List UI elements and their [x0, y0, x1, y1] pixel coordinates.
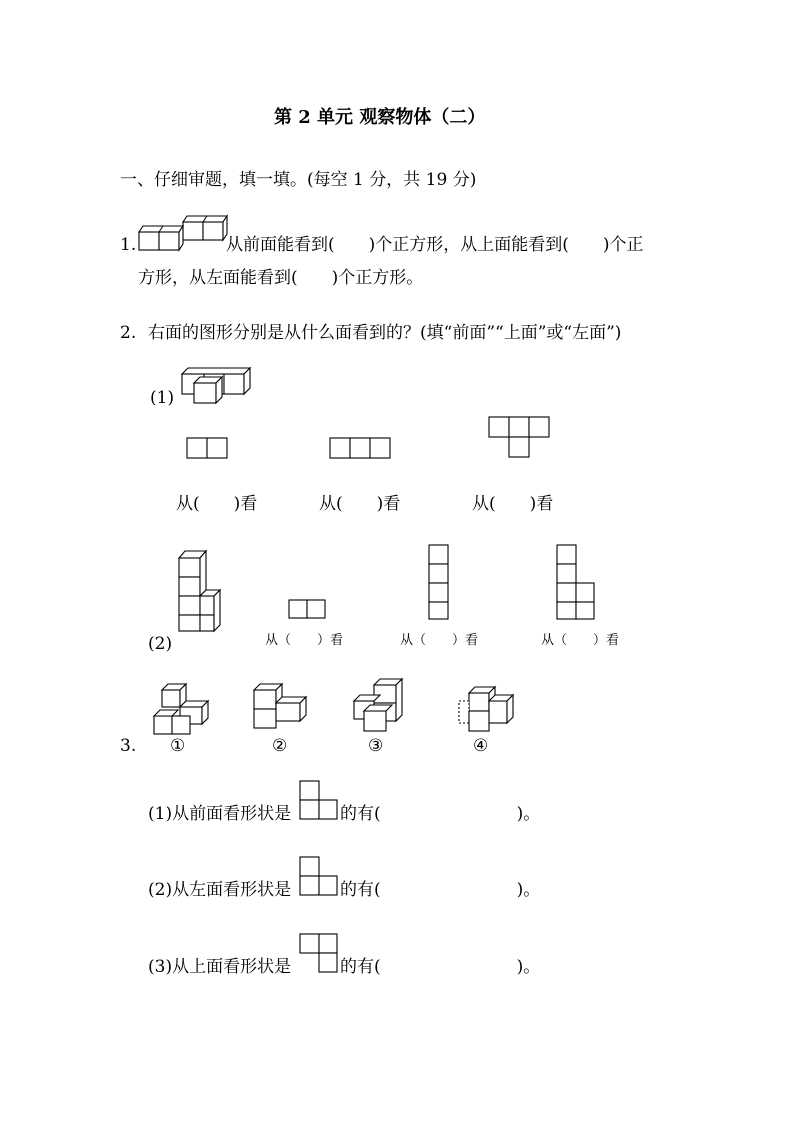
q3-solid-1	[150, 680, 212, 738]
q2-part2-answer-3: 从（ ）看	[541, 633, 620, 648]
q3-sub3-shape	[299, 933, 341, 975]
q3-sub1-suffix: 的有( )。	[340, 804, 541, 824]
q2-view-d	[288, 599, 330, 621]
q2-part2-answer-1: 从（ ）看	[265, 633, 344, 648]
q3-sub3-prefix: (3)从上面看形状是	[148, 957, 292, 977]
q3-option-2: ②	[272, 736, 288, 756]
q2-view-f	[556, 544, 598, 622]
q2-view-b	[329, 437, 394, 459]
q1-text-line1: 从前面能看到( )个正方形，从上面能看到( )个正	[226, 235, 644, 255]
q2-part1-answer-1: 从( )看	[176, 494, 258, 514]
q1-cube-figure	[135, 213, 230, 253]
q2-part1-label: (1)	[150, 388, 175, 408]
q2-part1-answer-3: 从( )看	[472, 494, 554, 514]
q2-text: 右面的图形分别是从什么面看到的？(填“前面”“上面”或“左面”)	[148, 323, 622, 343]
page-title: 第 2 单元 观察物体（二）	[274, 107, 486, 128]
section-heading: 一、仔细审题，填一填。(每空 1 分，共 19 分)	[120, 170, 477, 190]
q2-part1-cube-figure	[178, 365, 253, 405]
q3-sub2-prefix: (2)从左面看形状是	[148, 880, 292, 900]
q2-part2-cube-figure	[174, 548, 229, 633]
q2-part2-answer-2: 从（ ）看	[400, 633, 479, 648]
q3-sub1-prefix: (1)从前面看形状是	[148, 804, 292, 824]
q2-view-a	[186, 437, 231, 459]
q3-solid-2	[250, 682, 312, 734]
q2-number: 2.	[120, 323, 137, 343]
q1-number: 1.	[120, 235, 137, 255]
q3-solid-3	[350, 677, 412, 735]
q3-sub1-shape	[299, 780, 341, 822]
q2-part1-answer-2: 从( )看	[319, 494, 401, 514]
q1-text-line2: 方形，从左面能看到( )个正方形。	[138, 268, 424, 288]
q3-solid-4	[455, 683, 517, 735]
q3-option-4: ④	[473, 736, 489, 756]
q3-sub3-suffix: 的有( )。	[340, 957, 541, 977]
q3-sub2-shape	[299, 856, 341, 898]
q3-number: 3.	[120, 736, 137, 756]
q3-option-1: ①	[170, 736, 186, 756]
q3-option-3: ③	[368, 736, 384, 756]
q2-view-c	[488, 416, 553, 460]
q2-part2-label: (2)	[148, 634, 173, 654]
q2-view-e	[428, 544, 450, 622]
q3-sub2-suffix: 的有( )。	[340, 880, 541, 900]
